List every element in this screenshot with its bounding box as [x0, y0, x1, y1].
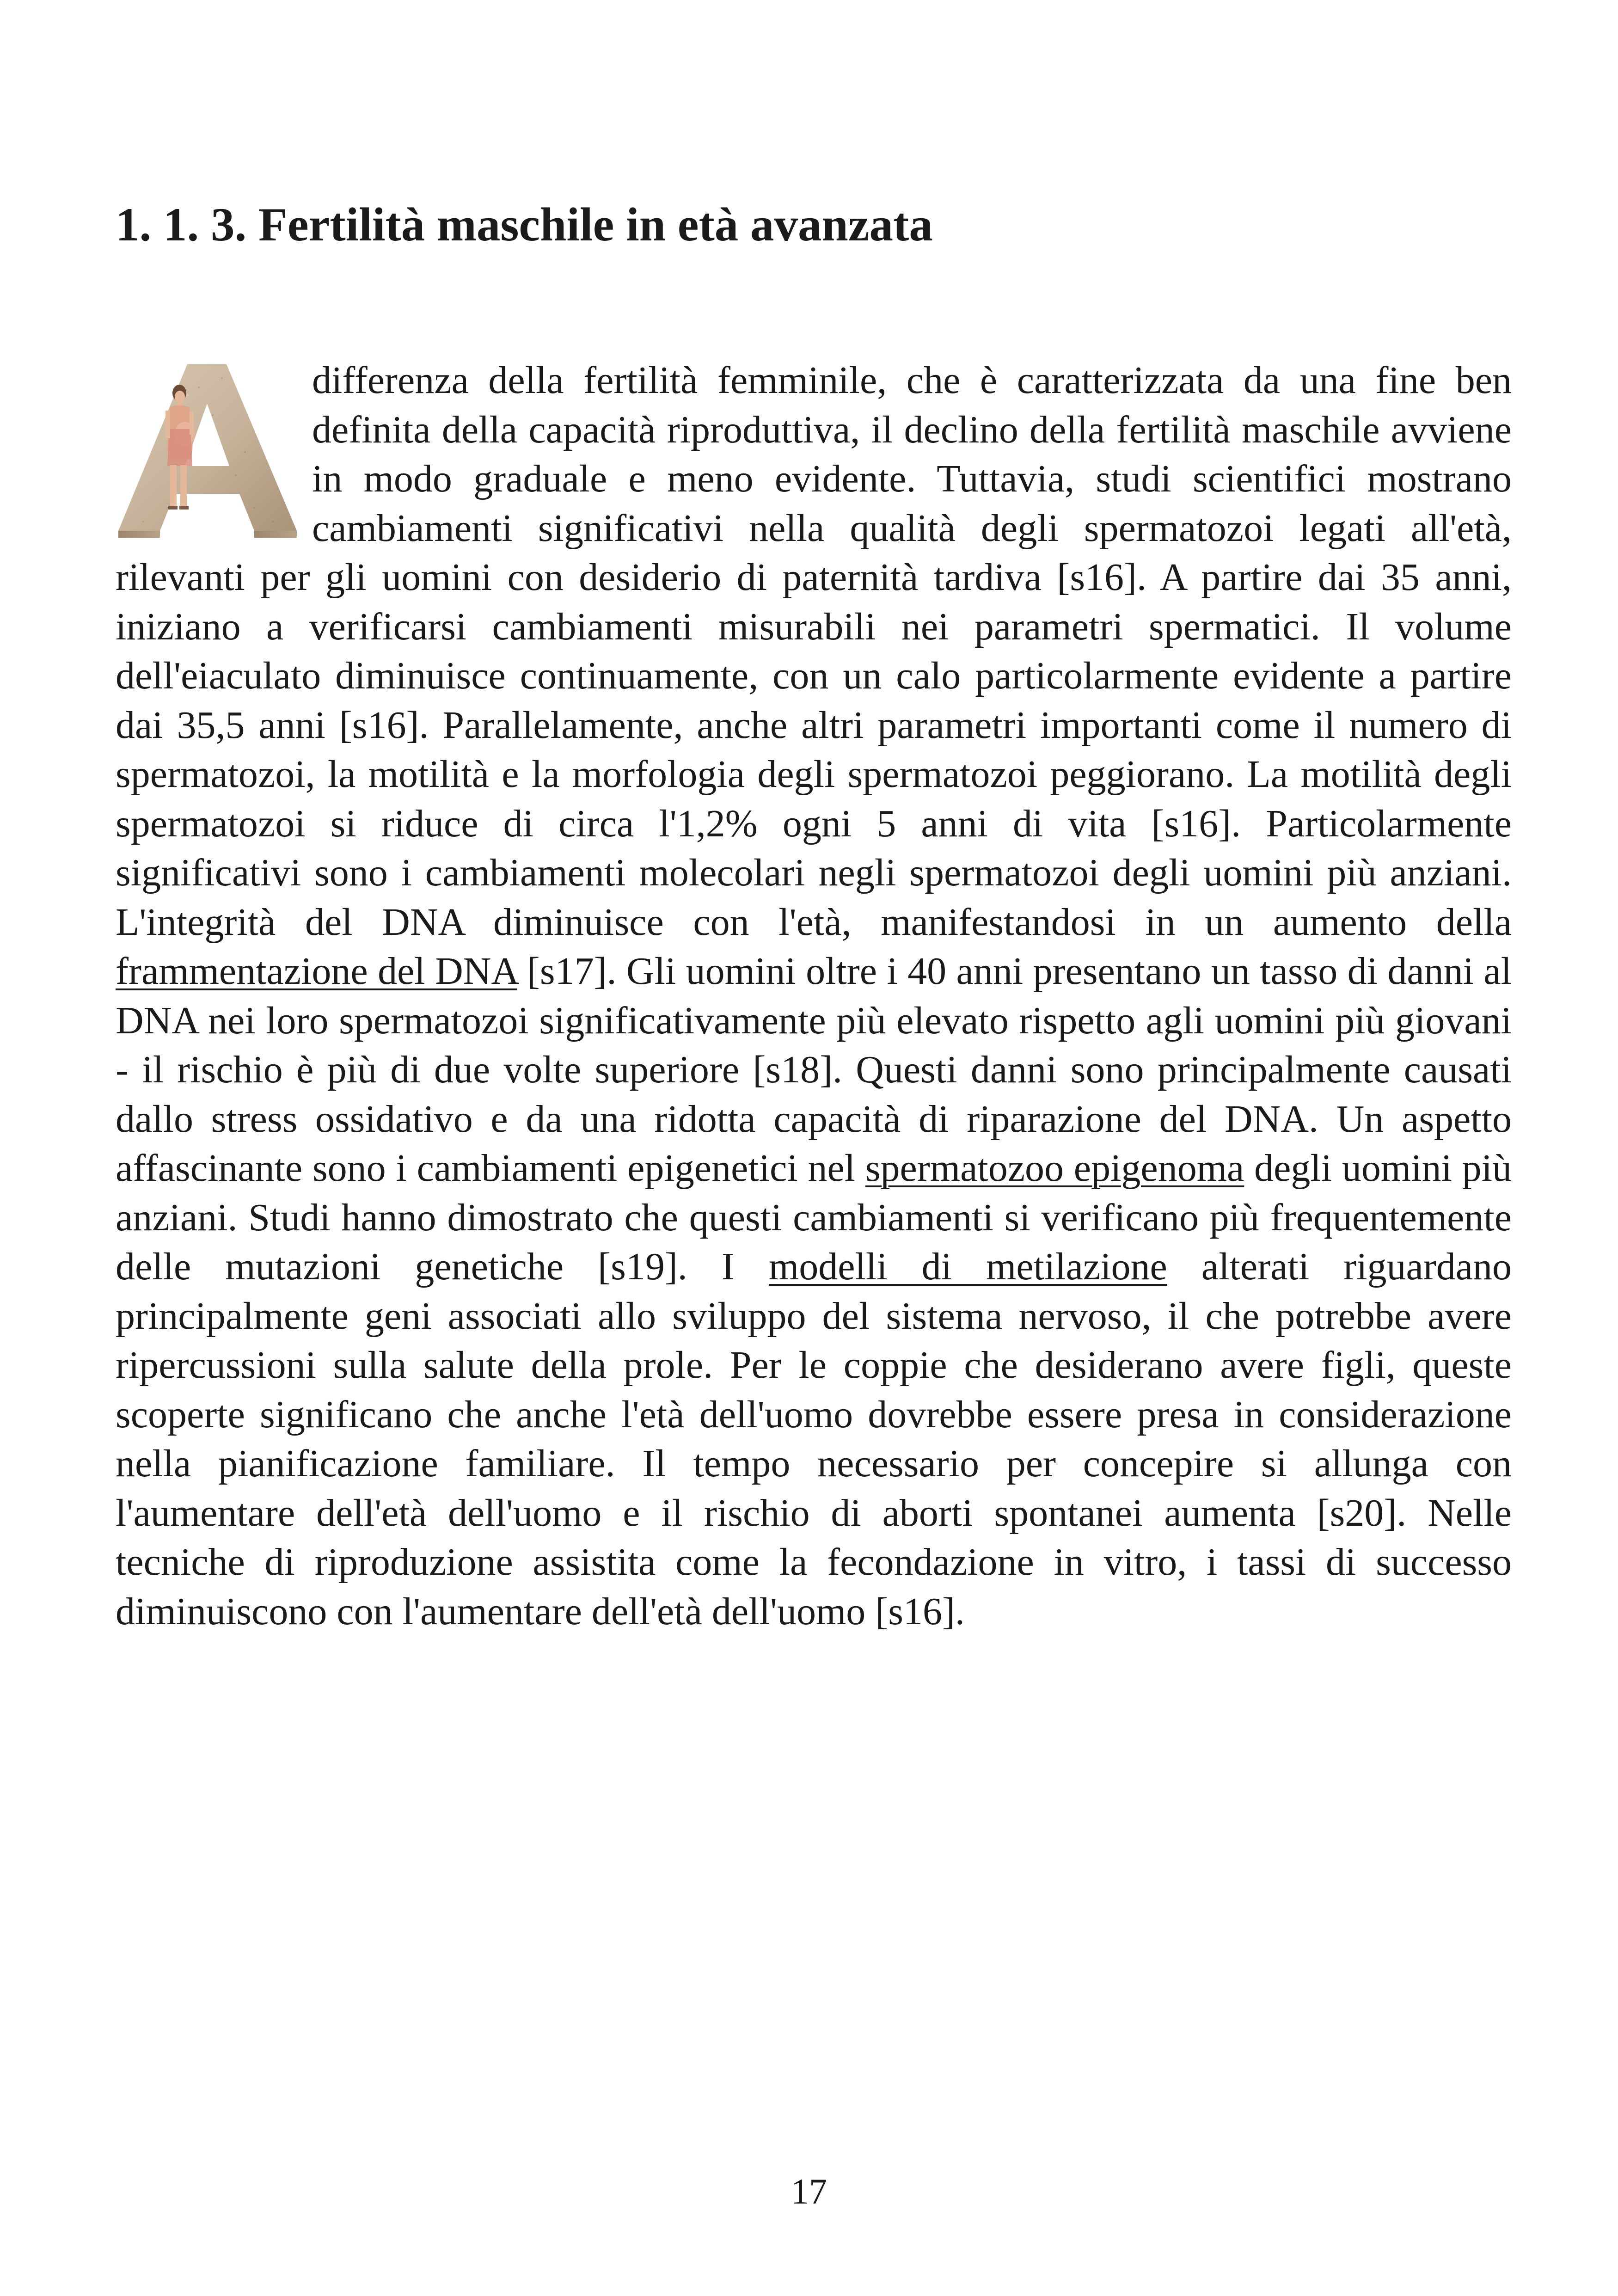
- term-link-metilazione[interactable]: modelli di metilazione: [768, 1245, 1167, 1288]
- term-link-epigenoma[interactable]: spermatozoo epigenoma: [865, 1147, 1244, 1190]
- body-content: [116, 356, 1512, 1636]
- body-paragraph: [116, 356, 1512, 1636]
- paragraph-text: differenza della fertilità femminile, che è caratterizzata da una fine ben definita della capacità riproduttiva, il declino della fertilità maschile avviene in modo graduale e meno evidente. Tuttavia, studi scientifici mostrano cambiamenti significativi nella qualità degli spermatozoi legati all'età, rilevanti per gli uomini con desiderio di paternità tardiva [s16]. A partire dai 35 anni, iniziano a verificarsi cambiamenti misurabili nei parametri spermatici. Il volume dell'eiaculato diminuisce continuamente, con un calo particolarmente evidente a partire dai 35,5 anni [s16]. Parallelamente, anche altri parametri importanti come il numero di spermatozoi, la motilità e la morfologia degli spermatozoi peggiorano. La motilità degli spermatozoi si riduce di circa l'1,2% ogni 5 anni di vita [s16]. Particolarmente significativi sono i cambiamenti molecolari negli spermatozoi degli uomini più anziani. L'integrità del DNA diminuisce con l'età, manifestandosi in un aumento della: [116, 359, 1512, 944]
- term-link-frammentazione[interactable]: frammentazione del DNA: [116, 950, 517, 993]
- paragraph-text: alterati riguardano principalmente geni associati allo sviluppo del sistema nervoso, il che potrebbe avere ripercussioni sulla salute della prole. Per le coppie che desiderano avere figli, queste scoperte significano che anche l'età dell'uomo dovrebbe essere presa in considerazione nella pianificazione familiare. Il tempo necessario per concepire si allunga con l'aumentare dell'età dell'uomo e il rischio di aborti spontanei aumenta [s20]. Nelle tecniche di riproduzione assistita come la fecondazione in vitro, i tassi di successo diminuiscono con l'aumentare dell'età dell'uomo [s16].: [116, 1245, 1512, 1633]
- paragraph-text: degli uomini più anziani. Studi hanno dimostrato che questi cambiamenti si verificano più frequentemente delle mutazioni genetiche [s19]. I: [116, 1147, 1512, 1288]
- paragraph-text: [s17]. Gli uomini oltre i 40 anni presentano un tasso di danni al DNA nei loro spermatozoi significativamente più elevato rispetto agli uomini più giovani - il rischio è più di due volte superiore [s18]. Questi danni sono principalmente causati dallo stress ossidativo e da una ridotta capacità di riparazione del DNA. Un aspetto affascinante sono i cambiamenti epigenetici nel: [116, 950, 1512, 1190]
- dropcap-illustration: [116, 360, 298, 540]
- page-number: 17: [791, 2171, 827, 2211]
- section-heading: 1. 1. 3. Fertilità maschile in età avanzata: [116, 198, 933, 251]
- dropcap-letter-a-icon: [116, 360, 298, 540]
